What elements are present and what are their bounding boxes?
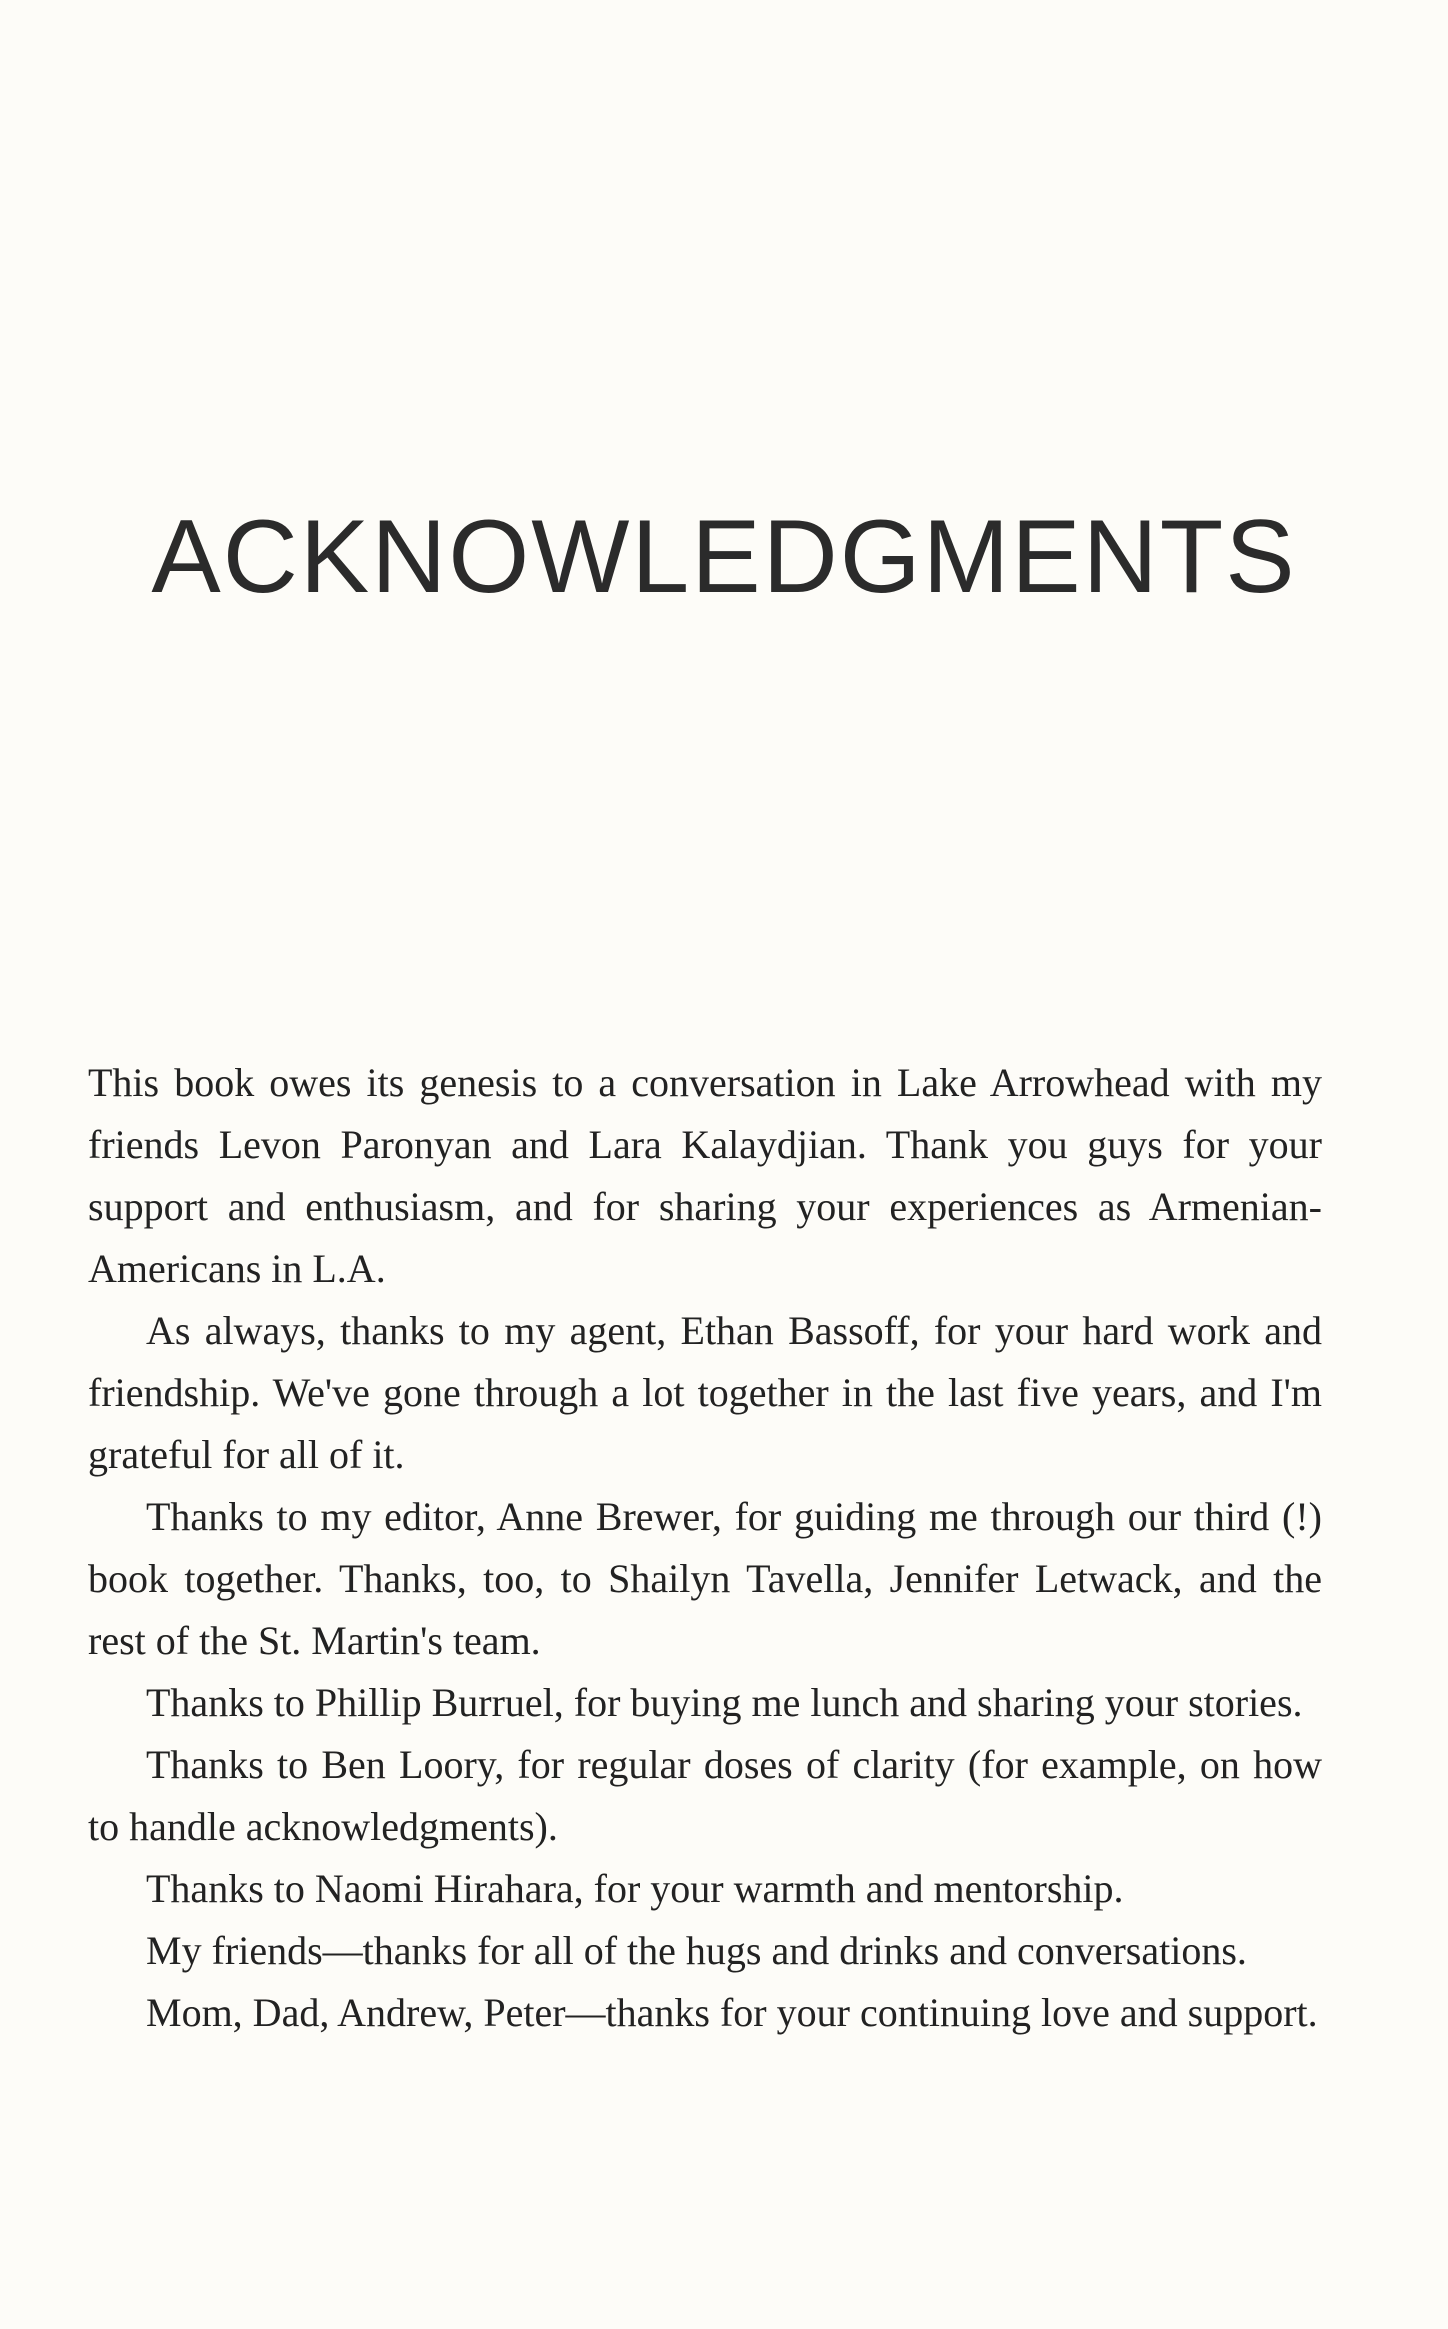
acknowledgments-body	[88, 1052, 1322, 2044]
paragraph-ben: Thanks to Ben Loory, for regular doses of clarity (for example, on how to handle acknowledgments).	[88, 1742, 1322, 1849]
paragraph-family: Mom, Dad, Andrew, Peter—thanks for your continuing love and support.	[146, 1990, 1318, 2035]
paragraph-phillip: Thanks to Phillip Burruel, for buying me lunch and sharing your stories.	[146, 1680, 1303, 1725]
paragraph-naomi: Thanks to Naomi Hirahara, for your warmth and mentorship.	[146, 1866, 1124, 1911]
paragraph-friends: My friends—thanks for all of the hugs and drinks and conversations.	[146, 1928, 1247, 1973]
paragraph-genesis: This book owes its genesis to a conversation in Lake Arrowhead with my friends Levon Paronyan and Lara Kalaydjian. Thank you guys for your support and enthusiasm, and for sharing your experiences as Armenian-Americans in L.A.	[88, 1060, 1322, 1291]
paragraph-editor: Thanks to my editor, Anne Brewer, for guiding me through our third (!) book together. Thanks, too, to Shailyn Tavella, Jennifer Letwack, and the rest of the St. Martin's team.	[88, 1494, 1322, 1663]
page-heading: ACKNOWLEDGMENTS	[151, 499, 1297, 615]
paragraph-agent: As always, thanks to my agent, Ethan Bassoff, for your hard work and friendship. We've gone through a lot together in the last five years, and I'm grateful for all of it.	[88, 1308, 1322, 1477]
